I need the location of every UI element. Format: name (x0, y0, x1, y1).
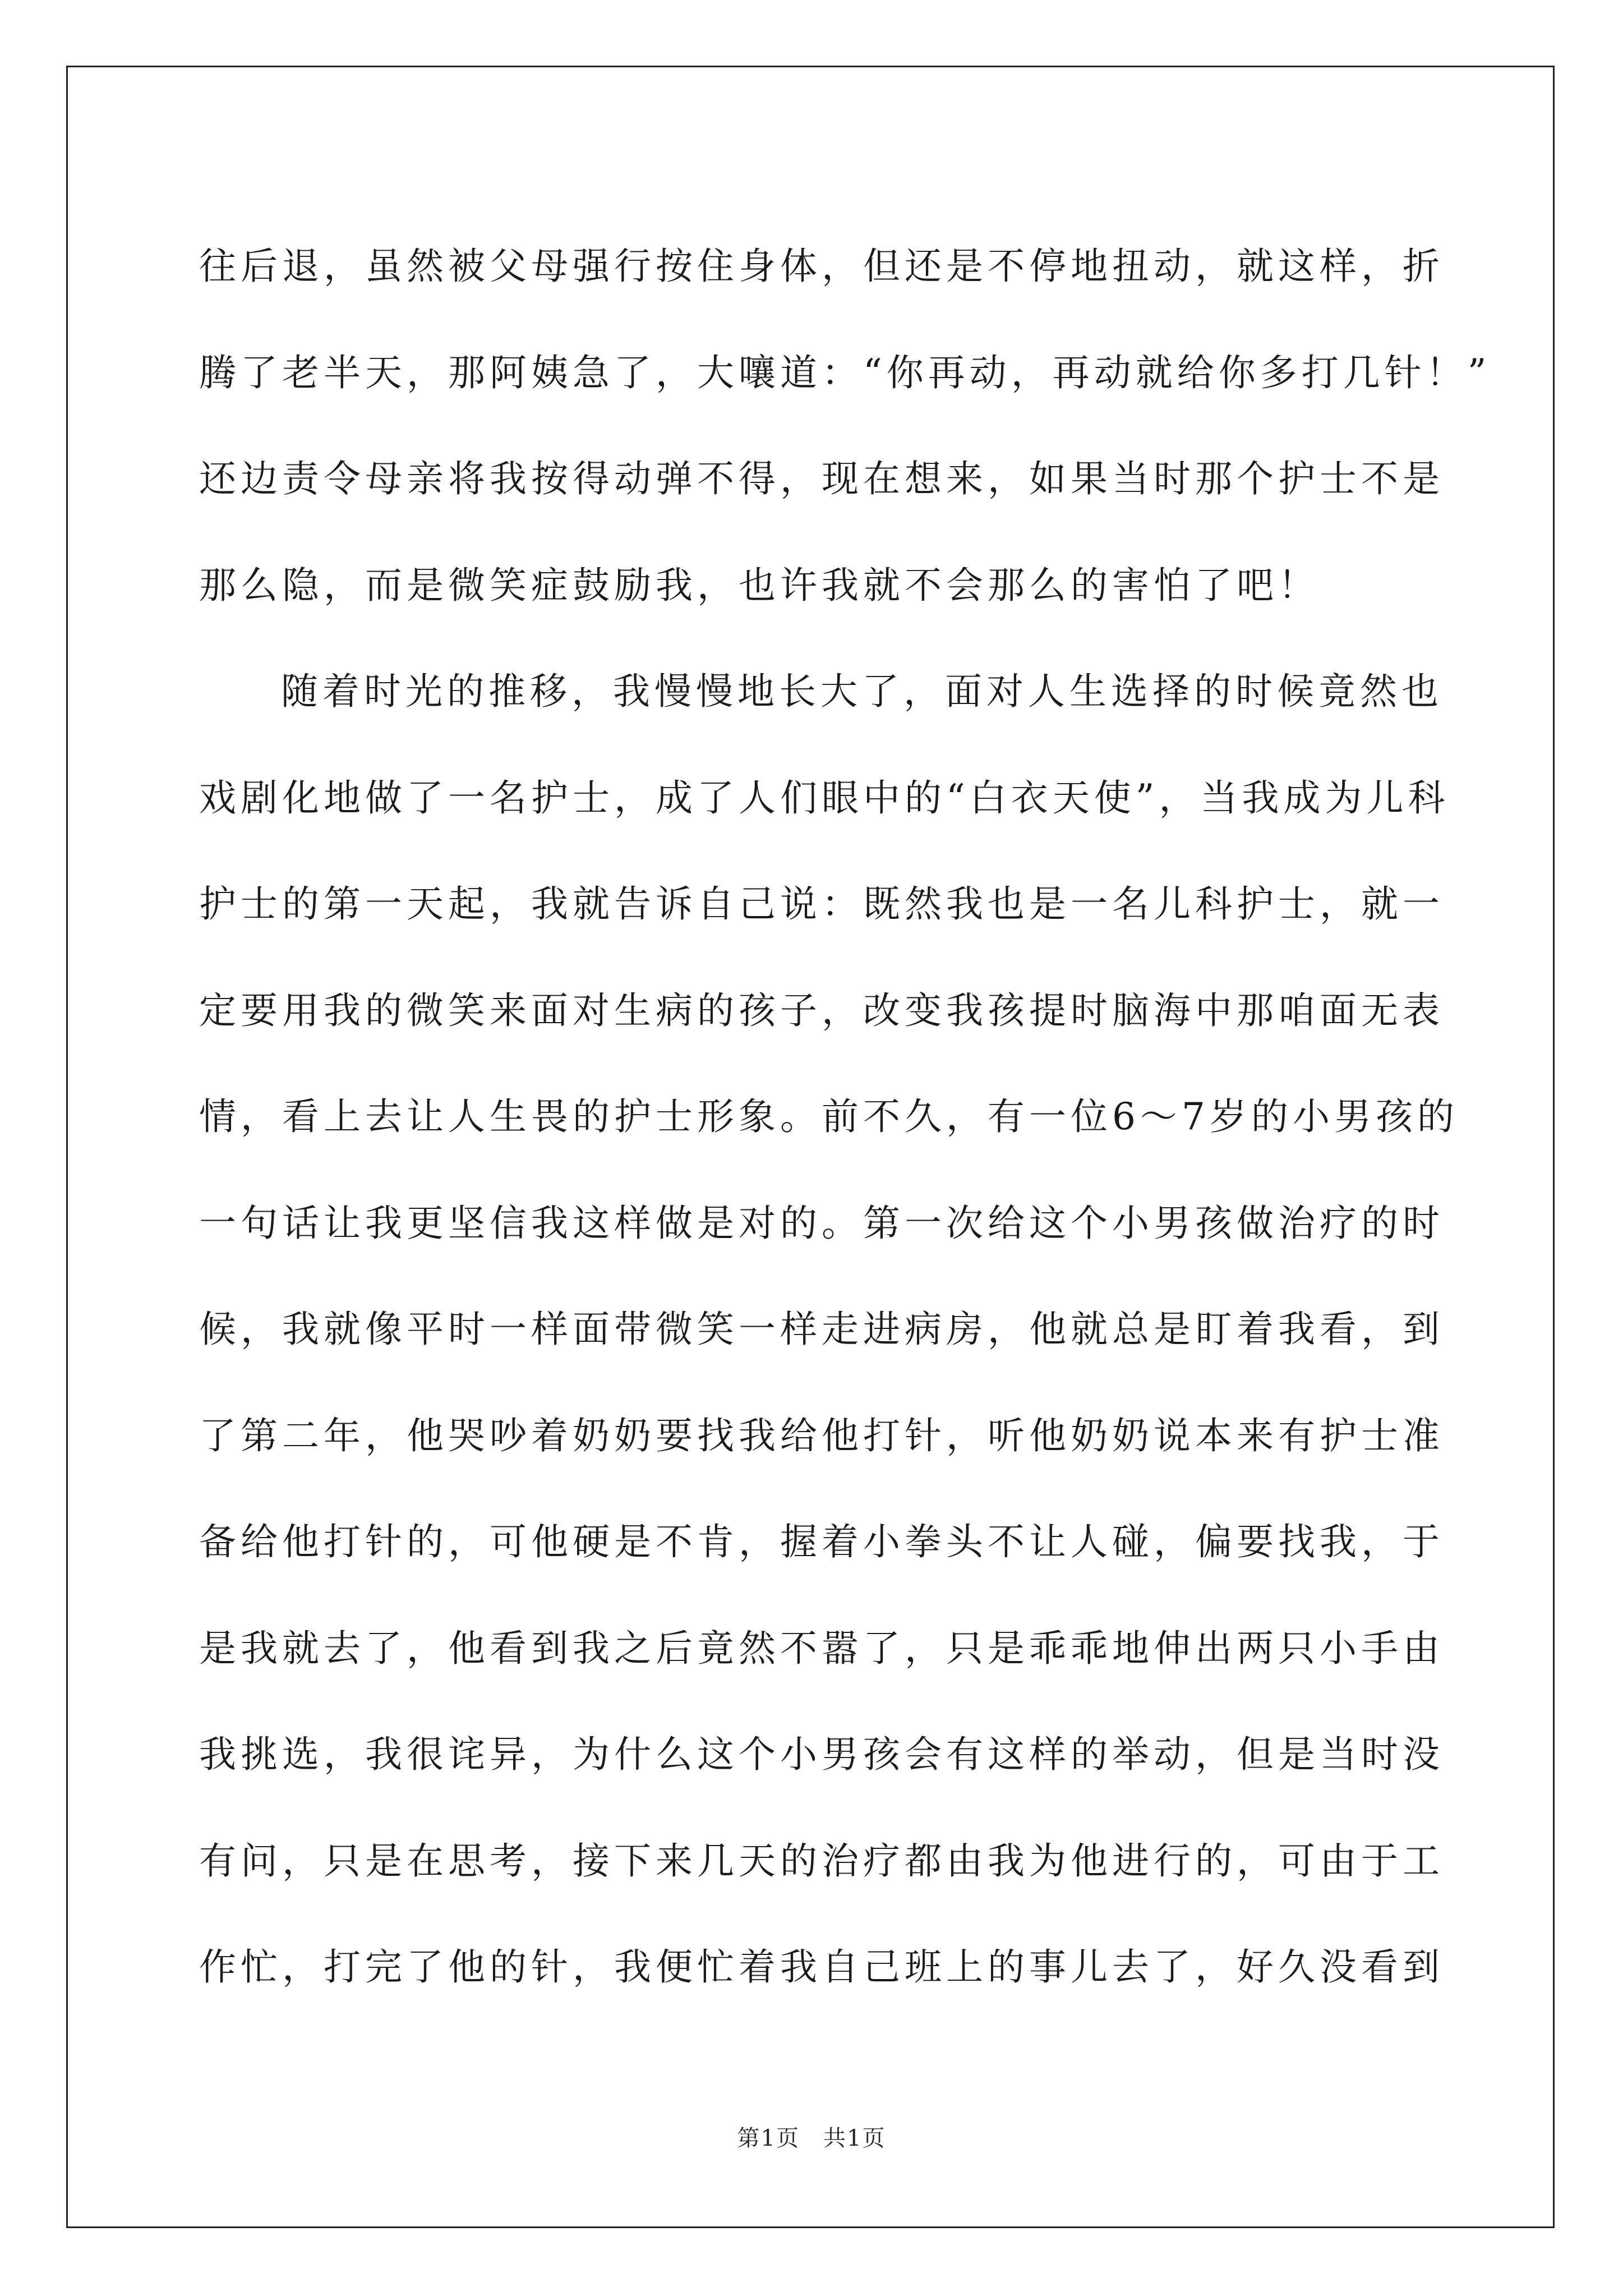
text-line: 戏剧化地做了一名护士，成了人们眼中的“白衣天使”，当我成为儿科 (199, 776, 1450, 820)
page-footer: 第1页 共1页 (737, 2125, 886, 2151)
text-line: 候，我就像平时一样面带微笑一样走进病房，他就总是盯着我看，到 (199, 1308, 1444, 1351)
text-line: 腾了老半天，那阿姨急了，大嚷道：“你再动，再动就给你多打几针！” (199, 351, 1491, 394)
text-line: 护士的第一天起，我就告诉自己说：既然我也是一名儿科护士，就一 (199, 882, 1444, 926)
text-line: 备给他打针的，可他硬是不肯，握着小拳头不让人碰，偏要找我，于 (199, 1520, 1444, 1563)
text-line: 一句话让我更坚信我这样做是对的。第一次给这个小男孩做治疗的时 (199, 1201, 1444, 1245)
text-line: 定要用我的微笑来面对生病的孩子，改变我孩提时脑海中那咱面无表 (199, 988, 1444, 1032)
text-line: 是我就去了，他看到我之后竟然不嚣了，只是乖乖地伸出两只小手由 (199, 1626, 1444, 1670)
text-line: 那么隐，而是微笑症鼓励我，也许我就不会那么的害怕了吧！ (199, 563, 1320, 607)
text-line: 我挑选，我很诧异，为什么这个小男孩会有这样的举动，但是当时没 (199, 1733, 1444, 1776)
text-line: 情，看上去让人生畏的护士形象。前不久，有一位6～7岁的小男孩的 (199, 1095, 1459, 1138)
text-line: 作忙，打完了他的针，我便忙着我自己班上的事儿去了，好久没看到 (199, 1945, 1444, 1989)
text-line: 了第二年，他哭吵着奶奶要找我给他打针，听他奶奶说本来有护士准 (199, 1414, 1444, 1457)
text-line: 还边责令母亲将我按得动弹不得，现在想来，如果当时那个护士不是 (199, 457, 1444, 500)
document-body (199, 213, 1491, 2021)
text-line: 往后退，虽然被父母强行按住身体，但还是不停地扭动，就这样，折 (199, 245, 1444, 288)
text-line: 有问，只是在思考，接下来几天的治疗都由我为他进行的，可由于工 (199, 1839, 1444, 1883)
paragraph-start-line: 随着时光的推移，我慢慢地长大了，面对人生选择的时候竟然也 (281, 670, 1443, 713)
